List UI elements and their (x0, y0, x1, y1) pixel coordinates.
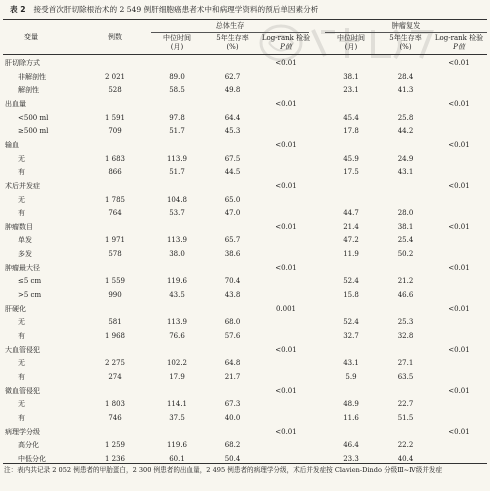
cell-rec-median: 45.4 (343, 113, 359, 122)
cell-rec-5y: 21.2 (397, 277, 414, 286)
header-overall-survival: 总体生存 (215, 21, 245, 30)
cell-rec-median: 38.1 (343, 72, 359, 81)
cell-cases: 2 275 (104, 359, 126, 368)
header-os-median: 中位时间 (月) (163, 34, 191, 51)
row-sublabel: ≤5 cm (18, 277, 42, 286)
cell-os-median: 37.5 (169, 413, 185, 422)
row-label: 肿瘤数目 (5, 222, 33, 231)
row-label: 肝切除方式 (5, 59, 40, 67)
cell-os-5y: 68.0 (224, 318, 241, 327)
cell-os-median: 97.8 (169, 113, 185, 122)
header-tumor-recurrence: 肿瘤复发 (391, 21, 421, 30)
cell-rec-median: 23.3 (343, 454, 359, 463)
cell-os-median: 51.7 (169, 127, 185, 136)
cell-cases: 2 021 (104, 72, 126, 81)
cell-os-5y: 68.2 (224, 441, 241, 450)
cell-rec-5y: 25.3 (397, 318, 414, 327)
cell-rec-5y: 27.1 (397, 359, 414, 368)
cell-rec-5y: 63.5 (397, 372, 414, 381)
cell-os-5y: 38.6 (224, 250, 241, 259)
header-rec-median: 中位时间 (月) (337, 34, 365, 51)
row-sublabel: 非解剖性 (18, 72, 46, 81)
cell-cases: 866 (108, 168, 122, 177)
os-group-rule (151, 32, 309, 33)
cell-cases: 1 803 (104, 400, 126, 409)
row-sublabel: 有 (18, 332, 25, 340)
cell-rec-median: 23.1 (343, 86, 359, 95)
cell-rec-median: 5.9 (345, 372, 357, 381)
cell-os-p: <0.01 (275, 140, 297, 149)
cell-os-5y: 49.8 (224, 86, 241, 95)
cell-os-median: 119.6 (166, 277, 188, 286)
cell-rec-5y: 40.4 (397, 454, 414, 463)
cell-os-median: 113.9 (166, 236, 188, 245)
row-sublabel: 无 (18, 400, 25, 409)
cell-rec-5y: 43.1 (397, 168, 414, 177)
cell-rec-5y: 38.1 (397, 222, 414, 231)
cell-os-p: <0.01 (275, 59, 297, 67)
row-label: 微血管侵犯 (5, 386, 40, 395)
cell-os-median: 119.6 (166, 441, 188, 450)
cell-os-5y: 43.8 (224, 291, 241, 300)
cell-rec-p: <0.01 (448, 59, 470, 67)
cell-cases: 1 968 (104, 332, 126, 340)
cell-rec-5y: 50.2 (397, 250, 414, 259)
table-title: 接受首次肝切除根治术的 2 549 例肝细胞癌患者术中和病理学资料的预后单因素分析 (33, 5, 319, 14)
row-sublabel: 无 (18, 318, 25, 327)
cell-cases: 1 971 (104, 236, 126, 245)
cell-os-median: 76.6 (169, 332, 185, 340)
cell-cases: 764 (108, 209, 122, 218)
cell-os-5y: 65.0 (224, 195, 241, 204)
cell-rec-5y: 25.8 (397, 113, 414, 122)
bottom-rule (3, 463, 487, 464)
cell-rec-5y: 28.4 (397, 72, 414, 81)
cell-os-5y: 44.5 (224, 168, 241, 177)
cell-os-p: <0.01 (275, 427, 297, 436)
cell-rec-5y: 28.0 (397, 209, 414, 218)
row-sublabel: 高分化 (18, 441, 39, 450)
top-rule (3, 19, 487, 20)
cell-rec-p: <0.01 (448, 304, 470, 313)
cell-os-median: 104.8 (166, 195, 188, 204)
cell-rec-median: 21.4 (343, 222, 359, 231)
header-rec-logrank: Log-rank 检验 P值 (434, 34, 484, 51)
row-label: 肝硬化 (5, 304, 26, 313)
row-label: 病理学分级 (5, 427, 40, 436)
cell-os-p: <0.01 (275, 99, 297, 108)
cell-os-p: <0.01 (275, 263, 297, 272)
cell-os-5y: 67.5 (224, 154, 241, 163)
cell-os-median: 102.2 (166, 359, 188, 368)
cell-rec-median: 32.7 (343, 332, 359, 340)
cell-rec-5y: 32.8 (397, 332, 414, 340)
row-sublabel: 有 (18, 372, 25, 381)
cell-os-median: 43.5 (169, 291, 185, 300)
cell-rec-p: <0.01 (448, 99, 470, 108)
cell-os-median: 38.0 (169, 250, 185, 259)
header-cases: 例数 (108, 33, 122, 41)
cell-rec-p: <0.01 (448, 140, 470, 149)
row-sublabel: 有 (18, 168, 25, 177)
cell-rec-p: <0.01 (448, 263, 470, 272)
cell-cases: 581 (108, 318, 122, 327)
cell-rec-5y: 51.5 (397, 413, 414, 422)
cell-rec-5y: 46.6 (397, 291, 414, 300)
cell-os-median: 113.9 (166, 318, 188, 327)
cell-rec-5y: 24.9 (397, 154, 414, 163)
header-rec-5y: 5年生存率 (%) (389, 34, 422, 51)
cell-rec-5y: 22.7 (397, 400, 414, 409)
cell-os-median: 60.1 (169, 454, 185, 463)
row-label: 大血管侵犯 (5, 345, 40, 354)
table-footnote: 注：表内共记录 2 052 例患者的甲胎蛋白，2 300 例患者的出血量，2 495 例患者的病理学分级，术后并发症按 Clavien-Dindo 分级Ⅲ~Ⅳ级并发症 (4, 466, 443, 474)
cell-os-p: <0.01 (275, 386, 297, 395)
cell-cases: 1 559 (104, 277, 126, 286)
cell-os-5y: 70.4 (224, 277, 241, 286)
cell-rec-5y: 22.2 (397, 441, 414, 450)
header-os-5y: 5年生存率 (%) (216, 34, 249, 51)
cell-rec-median: 17.5 (343, 168, 359, 177)
cell-os-median: 114.1 (166, 400, 188, 409)
cell-os-5y: 62.7 (224, 72, 241, 81)
cell-os-median: 113.9 (166, 154, 188, 163)
cell-cases: 990 (108, 291, 122, 300)
row-sublabel: 解剖性 (18, 86, 39, 95)
cell-rec-median: 11.6 (343, 413, 359, 422)
row-sublabel: 有 (18, 413, 25, 422)
cell-os-p: <0.01 (275, 222, 297, 231)
cell-rec-p: <0.01 (448, 386, 470, 395)
cell-rec-median: 45.9 (343, 154, 359, 163)
row-sublabel: 有 (18, 209, 25, 218)
row-sublabel: 无 (18, 359, 25, 368)
cell-rec-p: <0.01 (448, 427, 470, 436)
cell-os-5y: 40.0 (224, 413, 241, 422)
row-sublabel: 无 (18, 195, 25, 204)
row-sublabel: >5 cm (18, 291, 42, 300)
cell-os-median: 53.7 (169, 209, 185, 218)
cell-os-5y: 21.7 (224, 372, 241, 381)
cell-cases: 1 259 (104, 441, 126, 450)
cell-rec-median: 46.4 (343, 441, 359, 450)
cell-cases: 528 (108, 86, 122, 95)
cell-rec-median: 47.2 (343, 236, 359, 245)
cell-rec-median: 43.1 (343, 359, 359, 368)
row-sublabel: 无 (18, 154, 25, 163)
cell-rec-p: <0.01 (448, 222, 470, 231)
cell-os-5y: 57.6 (224, 332, 241, 340)
row-sublabel: ≥500 ml (18, 127, 49, 136)
row-sublabel: <500 ml (18, 113, 49, 122)
cell-os-5y: 45.3 (224, 127, 241, 136)
row-label: 肿瘤最大径 (5, 263, 40, 272)
cell-cases: 274 (108, 372, 122, 381)
cell-os-5y: 65.7 (224, 236, 241, 245)
cell-rec-median: 17.8 (343, 127, 359, 136)
cell-rec-median: 52.4 (343, 277, 359, 286)
table-caption (10, 4, 480, 16)
row-sublabel: 多发 (18, 250, 32, 259)
header-variable: 变量 (24, 33, 38, 41)
cell-rec-median: 44.7 (343, 209, 359, 218)
cell-rec-p: <0.01 (448, 345, 470, 354)
cell-rec-p: <0.01 (448, 181, 470, 190)
header-os-logrank: Log-rank 检验 P值 (261, 34, 311, 51)
cell-os-5y: 64.4 (224, 113, 241, 122)
row-sublabel: 中低分化 (18, 454, 46, 463)
row-label: 术后并发症 (5, 181, 40, 190)
cell-os-5y: 47.0 (224, 209, 241, 218)
cell-os-5y: 64.8 (224, 359, 241, 368)
cell-rec-5y: 41.3 (397, 86, 414, 95)
cell-cases: 578 (108, 250, 122, 259)
cell-cases: 1 236 (104, 454, 126, 463)
table-number: 表 2 (10, 5, 26, 14)
header-bottom-rule (3, 54, 487, 55)
cell-cases: 1 683 (104, 154, 126, 163)
cell-rec-median: 48.9 (343, 400, 359, 409)
row-label: 出血量 (5, 99, 26, 108)
cell-cases: 1 591 (104, 113, 126, 122)
cell-rec-median: 15.8 (343, 291, 359, 300)
row-sublabel: 单发 (18, 236, 32, 245)
cell-os-median: 58.5 (169, 86, 185, 95)
cell-cases: 1 785 (104, 195, 126, 204)
cell-os-p: 0.001 (275, 304, 297, 313)
cell-os-5y: 67.3 (224, 400, 241, 409)
cell-os-median: 89.0 (169, 72, 185, 81)
cell-rec-5y: 25.4 (397, 236, 414, 245)
cell-rec-median: 52.4 (343, 318, 359, 327)
cell-os-p: <0.01 (275, 181, 297, 190)
cell-os-median: 51.7 (169, 168, 185, 177)
cell-rec-median: 11.9 (343, 250, 359, 259)
cell-os-5y: 50.4 (224, 454, 241, 463)
cell-cases: 746 (108, 413, 122, 422)
cell-os-p: <0.01 (275, 345, 297, 354)
cell-rec-5y: 44.2 (397, 127, 414, 136)
cell-cases: 709 (108, 127, 122, 136)
row-label: 输血 (5, 140, 19, 149)
rec-group-rule (325, 32, 487, 33)
cell-os-median: 17.9 (169, 372, 185, 381)
